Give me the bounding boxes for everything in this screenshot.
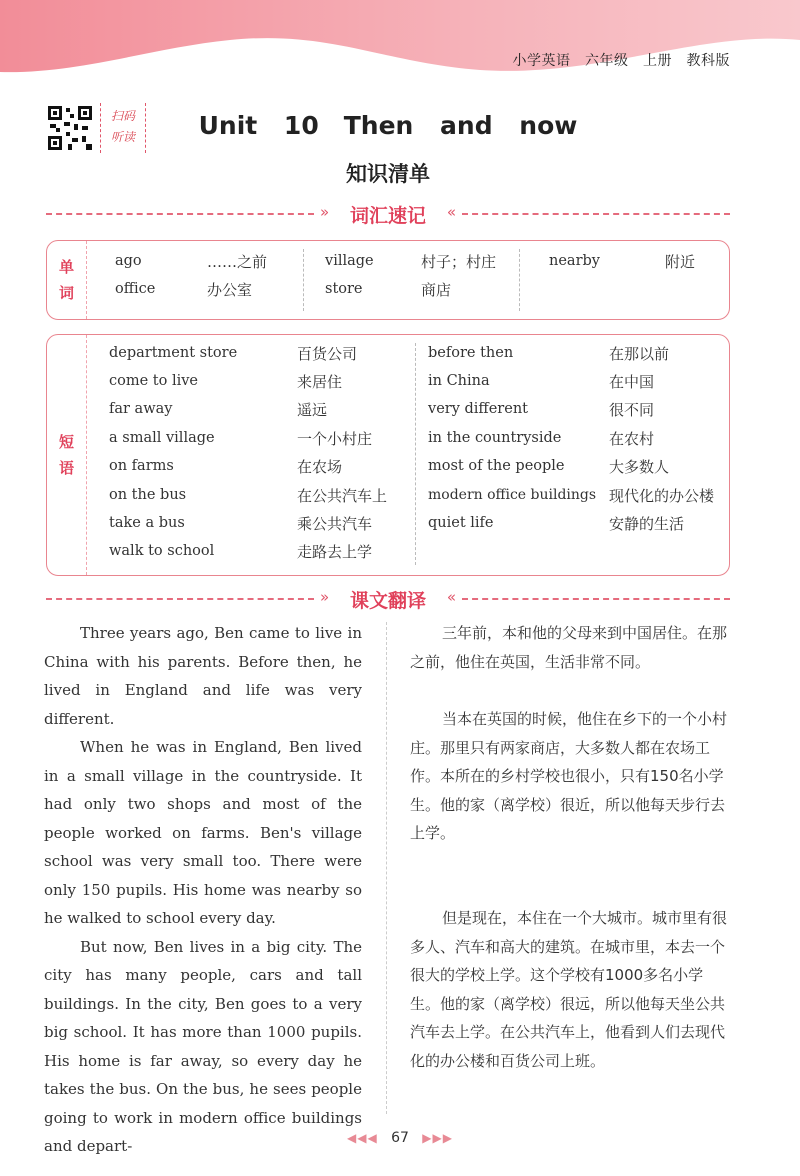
phrase-en: before then — [428, 345, 514, 361]
page-number-value: 67 — [391, 1130, 409, 1146]
chinese-paragraph-1: 三年前，本和他的父母来到中国居住。在那之前，他住在英国，生活非常不同。 — [410, 624, 728, 671]
phrase-cn: 在农场 — [297, 458, 343, 476]
chinese-text-column — [410, 619, 730, 1119]
scan-label-line2: 听读 — [110, 130, 135, 144]
double-arrow-right-icon: » — [320, 203, 330, 221]
word-en: ago — [115, 253, 142, 269]
page-number — [0, 1130, 800, 1146]
phrase-cn: 来居住 — [297, 373, 343, 391]
phrase-cn: 乘公共汽车 — [297, 515, 373, 533]
phrase-en: quiet life — [428, 515, 494, 531]
column-divider — [386, 622, 387, 1114]
triple-arrow-left-icon: ◀◀◀ — [347, 1131, 378, 1145]
phrase-cn: 安静的生活 — [609, 515, 685, 533]
phrase-en: very different — [428, 401, 528, 417]
word-cn: ……之前 — [207, 253, 268, 271]
double-arrow-left-icon: « — [446, 203, 456, 221]
phrase-cn: 现代化的办公楼 — [609, 487, 715, 505]
book-info: 小学英语 六年级 上册 教科版 — [512, 53, 730, 69]
phrase-en: come to live — [109, 373, 199, 389]
phrase-en: far away — [109, 401, 173, 417]
phrase-en: walk to school — [109, 543, 215, 559]
translation-section-title: 课文翻译 — [349, 590, 426, 612]
words-side-label: 单 词 — [47, 241, 87, 319]
phrase-en: modern office buildings — [428, 487, 597, 503]
word-en: office — [115, 281, 156, 297]
phrase-en: on farms — [109, 458, 174, 474]
word-en: store — [325, 281, 363, 297]
word-cn: 附近 — [665, 253, 696, 271]
phrase-en: on the bus — [109, 487, 187, 503]
translation-section-header — [46, 586, 730, 612]
phrase-en: a small village — [109, 430, 215, 446]
chinese-paragraph-3: 但是现在，本住在一个大城市。城市里有很多人、汽车和高大的建筑。在城市里，本去一个很大的学校上学。这个学校有1000多名小学生。他的家（离学校）很远，所以他每天坐公共汽车去上学。在公共汽车上，他看到人们去现代化的办公楼和百货公司上班。 — [410, 909, 728, 1070]
english-paragraph-2: When he was in England, Ben lived in a small village in the countryside. It had only two shops and most of the people worked on farms. Ben's village school was very small too. There were only 150 pupils. His home was nearby so he walked to school every day. — [44, 738, 362, 927]
page-subtitle: 知识清单 — [346, 162, 430, 186]
unit-title: Unit 10 Then and now — [198, 111, 578, 140]
phrase-cn: 走路去上学 — [297, 543, 373, 561]
phrase-en: most of the people — [428, 458, 565, 474]
english-paragraph-1: Three years ago, Ben came to live in China with his parents. Before then, he lived in England and life was very different. — [44, 624, 362, 728]
word-en: nearby — [549, 253, 600, 269]
phrase-en: department store — [109, 345, 238, 361]
phrases-box — [46, 334, 730, 576]
phrases-side-label: 短 语 — [47, 335, 87, 575]
vocab-section-title: 词汇速记 — [349, 205, 426, 227]
triple-arrow-right-icon: ▶▶▶ — [422, 1131, 453, 1145]
english-text-column — [44, 619, 362, 1161]
word-cn: 村子；村庄 — [421, 253, 497, 271]
phrase-en: take a bus — [109, 515, 185, 531]
chinese-paragraph-2: 当本在英国的时候，他住在乡下的一个小村庄。那里只有两家商店，大多数人都在农场工作。本所在的乡村学校也很小，只有150名小学生。他的家（离学校）很近，所以他每天步行去上学。 — [410, 710, 728, 842]
english-paragraph-3: But now, Ben lives in a big city. The city has many people, cars and tall buildings. In the city, Ben goes to a very big school. It has more than 1000 pupils. His home is far away, so every day he takes the bus. On the bus, he sees people going to work in modern office buildings and depart- — [44, 937, 362, 1155]
phrase-cn: 一个小村庄 — [297, 430, 373, 448]
phrase-cn: 遥远 — [297, 401, 328, 419]
phrase-cn: 在农村 — [609, 430, 655, 448]
column-divider — [303, 249, 304, 311]
phrase-cn: 很不同 — [609, 401, 655, 419]
vocab-section-header — [46, 201, 730, 227]
phrase-en: in the countryside — [428, 430, 562, 446]
phrase-cn: 在中国 — [609, 373, 655, 391]
column-divider — [519, 249, 520, 311]
divider-line — [46, 598, 314, 600]
divider-line — [462, 598, 730, 600]
double-arrow-left-icon: « — [446, 588, 456, 606]
column-divider — [415, 343, 416, 565]
phrase-cn: 大多数人 — [609, 458, 670, 476]
divider-line — [46, 213, 314, 215]
divider-line — [462, 213, 730, 215]
phrase-en: in China — [428, 373, 490, 389]
phrase-cn: 百货公司 — [297, 345, 358, 363]
phrase-cn: 在公共汽车上 — [297, 487, 388, 505]
word-cn: 办公室 — [207, 281, 253, 299]
scan-label-line1: 扫码 — [110, 109, 135, 123]
double-arrow-right-icon: » — [320, 588, 330, 606]
word-cn: 商店 — [421, 281, 452, 299]
word-en: village — [325, 253, 374, 269]
words-box — [46, 240, 730, 320]
phrase-cn: 在那以前 — [609, 345, 670, 363]
